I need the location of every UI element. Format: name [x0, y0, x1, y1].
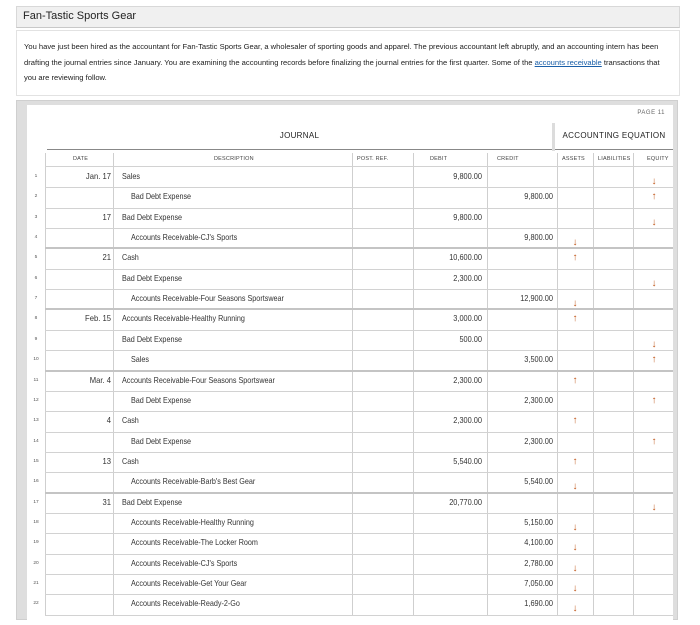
debit-cell[interactable]: 5,540.00 — [453, 455, 482, 466]
row-line — [45, 432, 673, 433]
debit-cell[interactable]: 9,800.00 — [453, 171, 482, 181]
column-divider — [593, 153, 594, 615]
column-divider — [557, 153, 558, 615]
row-number: 8 — [34, 316, 38, 322]
row-number: 6 — [34, 275, 38, 281]
row-number: 21 — [33, 581, 39, 586]
description-cell[interactable]: Accounts Receivable-Healthy Running — [131, 516, 254, 527]
row-line — [45, 513, 673, 514]
journal-frame — [16, 100, 678, 620]
row-number: 11 — [33, 377, 39, 383]
journal-title: JOURNAL — [47, 123, 552, 150]
date-cell[interactable]: 21 — [102, 252, 111, 263]
row-number: 4 — [34, 235, 38, 241]
description-cell[interactable]: Cash — [122, 455, 139, 466]
col-header-description: DESCRIPTION — [214, 156, 254, 162]
row-line — [45, 289, 673, 290]
assets-increase-icon[interactable]: ↑ — [572, 455, 578, 467]
description-cell[interactable]: Accounts Receivable-Four Seasons Sportswear — [131, 293, 284, 304]
date-cell[interactable]: 31 — [102, 496, 111, 507]
credit-cell[interactable]: 2,300.00 — [524, 394, 553, 405]
row-number: 22 — [33, 601, 39, 607]
accounting-equation-title: ACCOUNTING EQUATION — [555, 123, 673, 150]
row-number: 20 — [33, 560, 39, 566]
row-number: 7 — [34, 296, 38, 302]
equity-increase-icon[interactable]: ↑ — [651, 191, 657, 203]
description-cell[interactable]: Sales — [122, 171, 141, 181]
credit-cell[interactable]: 5,540.00 — [524, 476, 553, 487]
description-cell[interactable]: Accounts Receivable-The Locker Room — [131, 537, 258, 548]
row-line — [45, 208, 673, 209]
debit-cell[interactable]: 500.00 — [459, 333, 482, 344]
credit-cell[interactable]: 9,800.00 — [524, 232, 553, 243]
column-divider — [113, 153, 114, 615]
row-line — [45, 615, 673, 616]
equity-decrease-icon[interactable]: ↓ — [651, 338, 657, 350]
intro-tail: transactions that you are reviewing follow. — [24, 57, 660, 82]
row-number: 3 — [34, 214, 38, 220]
debit-cell[interactable]: 3,000.00 — [453, 313, 482, 324]
col-header-equity: EQUITY — [647, 156, 669, 162]
row-line — [45, 391, 673, 392]
date-cell[interactable]: Jan. 17 — [85, 171, 111, 181]
row-line — [45, 554, 673, 555]
credit-cell[interactable]: 12,900.00 — [520, 293, 553, 304]
assets-decrease-icon[interactable]: ↓ — [572, 583, 578, 594]
column-divider — [633, 153, 634, 615]
row-line — [45, 472, 673, 473]
description-cell[interactable]: Cash — [122, 252, 139, 263]
description-cell[interactable]: Sales — [131, 354, 150, 365]
description-cell[interactable]: Cash — [122, 415, 139, 426]
assets-increase-icon[interactable]: ↑ — [572, 374, 578, 386]
col-header-assets: ASSETS — [562, 156, 585, 162]
description-cell[interactable]: Accounts Receivable-Barb's Best Gear — [131, 476, 256, 487]
column-divider — [45, 153, 46, 615]
assets-decrease-icon[interactable]: ↓ — [572, 603, 578, 615]
debit-cell[interactable]: 10,600.00 — [449, 252, 482, 263]
row-number: 19 — [33, 540, 39, 546]
col-header-post-ref: POST. REF. — [357, 156, 389, 162]
credit-cell[interactable]: 7,050.00 — [524, 578, 553, 588]
row-number: 12 — [33, 397, 39, 403]
description-cell[interactable]: Accounts Receivable-CJ's Sports — [131, 232, 238, 243]
equity-increase-icon[interactable]: ↑ — [651, 394, 657, 406]
date-cell[interactable]: 4 — [106, 415, 111, 426]
credit-cell[interactable]: 4,100.00 — [524, 537, 553, 548]
assets-decrease-icon[interactable]: ↓ — [572, 481, 578, 493]
assets-decrease-icon[interactable]: ↓ — [572, 237, 578, 249]
date-cell[interactable]: Mar. 4 — [89, 374, 111, 385]
description-cell[interactable]: Accounts Receivable-Healthy Running — [122, 313, 245, 324]
column-divider — [352, 153, 353, 615]
date-cell[interactable]: 13 — [102, 455, 111, 466]
description-cell[interactable]: Accounts Receivable-Four Seasons Sportswear — [122, 374, 275, 385]
assets-increase-icon[interactable]: ↑ — [572, 313, 578, 325]
equity-increase-icon[interactable]: ↑ — [651, 435, 657, 447]
equity-increase-icon[interactable]: ↑ — [651, 354, 657, 366]
row-line — [45, 452, 673, 453]
equity-decrease-icon[interactable]: ↓ — [651, 277, 657, 289]
row-line — [45, 350, 673, 351]
col-header-date: DATE — [73, 156, 89, 162]
credit-cell[interactable]: 3,500.00 — [524, 354, 553, 365]
row-line — [45, 228, 673, 229]
description-cell[interactable]: Accounts Receivable-CJ's Sports — [131, 557, 238, 568]
row-line — [45, 330, 673, 331]
credit-cell[interactable]: 5,150.00 — [524, 516, 553, 527]
credit-cell[interactable]: 9,800.00 — [524, 191, 553, 202]
description-cell[interactable]: Bad Debt Expense — [122, 496, 183, 507]
description-cell[interactable]: Bad Debt Expense — [131, 435, 192, 446]
row-line — [45, 533, 673, 534]
description-cell[interactable]: Bad Debt Expense — [122, 272, 183, 283]
credit-cell[interactable]: 1,690.00 — [524, 598, 553, 609]
column-divider — [413, 153, 414, 615]
row-line — [45, 411, 673, 412]
window-title-bar — [16, 6, 680, 28]
debit-cell[interactable]: 2,300.00 — [453, 374, 482, 385]
debit-cell[interactable]: 9,800.00 — [453, 211, 482, 222]
equity-decrease-icon[interactable]: ↓ — [651, 501, 657, 513]
intro-panel — [16, 30, 680, 96]
row-line — [45, 594, 673, 595]
description-cell[interactable]: Accounts Receivable-Ready-2-Go — [131, 598, 240, 609]
debit-cell[interactable]: 2,300.00 — [453, 415, 482, 426]
assets-decrease-icon[interactable]: ↓ — [572, 542, 578, 554]
assets-decrease-icon[interactable]: ↓ — [572, 521, 578, 533]
credit-cell[interactable]: 2,780.00 — [524, 557, 553, 568]
entry-separator — [45, 370, 673, 372]
row-number: 15 — [33, 458, 39, 464]
window-title: Fan-Tastic Sports Gear — [23, 10, 137, 22]
description-cell[interactable]: Bad Debt Expense — [122, 333, 183, 344]
intro-body: You have just been hired as the accountant for Fan-Tastic Sports Gear, a wholesaler of sporting goods and apparel. The previous accountant left abruptly, and an accounting intern has been drafting the journal entries since January. You are examining the accounting records before finalizing the journal entries for the first quarter. Some of the — [24, 42, 659, 67]
assets-decrease-icon[interactable]: ↓ — [572, 562, 578, 574]
debit-cell[interactable]: 20,770.00 — [449, 496, 482, 507]
debit-cell[interactable]: 2,300.00 — [453, 272, 482, 283]
row-number: 9 — [34, 336, 38, 342]
journal-page — [27, 105, 673, 625]
row-line — [45, 269, 673, 270]
row-line — [45, 187, 673, 188]
date-cell[interactable]: 17 — [102, 211, 111, 222]
equity-decrease-icon[interactable]: ↓ — [651, 176, 657, 187]
description-cell[interactable]: Bad Debt Expense — [131, 394, 192, 405]
row-number: 16 — [33, 479, 39, 485]
row-number: 5 — [34, 255, 38, 261]
accounts-receivable-link[interactable]: accounts receivable — [534, 57, 602, 67]
col-header-credit: CREDIT — [497, 156, 519, 162]
row-number: 14 — [33, 438, 39, 444]
column-divider — [487, 153, 488, 615]
col-header-debit: DEBIT — [430, 156, 448, 162]
row-number: 10 — [33, 357, 39, 363]
intro-text — [24, 39, 672, 86]
description-cell[interactable]: Accounts Receivable-Get Your Gear — [131, 578, 247, 588]
date-cell[interactable]: Feb. 15 — [85, 313, 111, 324]
row-line — [45, 574, 673, 575]
equity-decrease-icon[interactable]: ↓ — [651, 216, 657, 228]
row-number: 17 — [33, 499, 39, 505]
assets-increase-icon[interactable]: ↑ — [572, 252, 578, 264]
col-header-liabilities: LIABILITIES — [598, 156, 631, 162]
row-number: 2 — [34, 194, 38, 200]
assets-decrease-icon[interactable]: ↓ — [572, 298, 578, 310]
assets-increase-icon[interactable]: ↑ — [572, 415, 578, 427]
page-label: PAGE 11 — [637, 110, 665, 116]
header-row-line — [45, 166, 673, 167]
row-number: 13 — [33, 418, 39, 424]
credit-cell[interactable]: 2,300.00 — [524, 435, 553, 446]
description-cell[interactable]: Bad Debt Expense — [122, 211, 183, 222]
description-cell[interactable]: Bad Debt Expense — [131, 191, 192, 202]
row-number: 18 — [33, 519, 39, 525]
row-number: 1 — [34, 174, 38, 179]
